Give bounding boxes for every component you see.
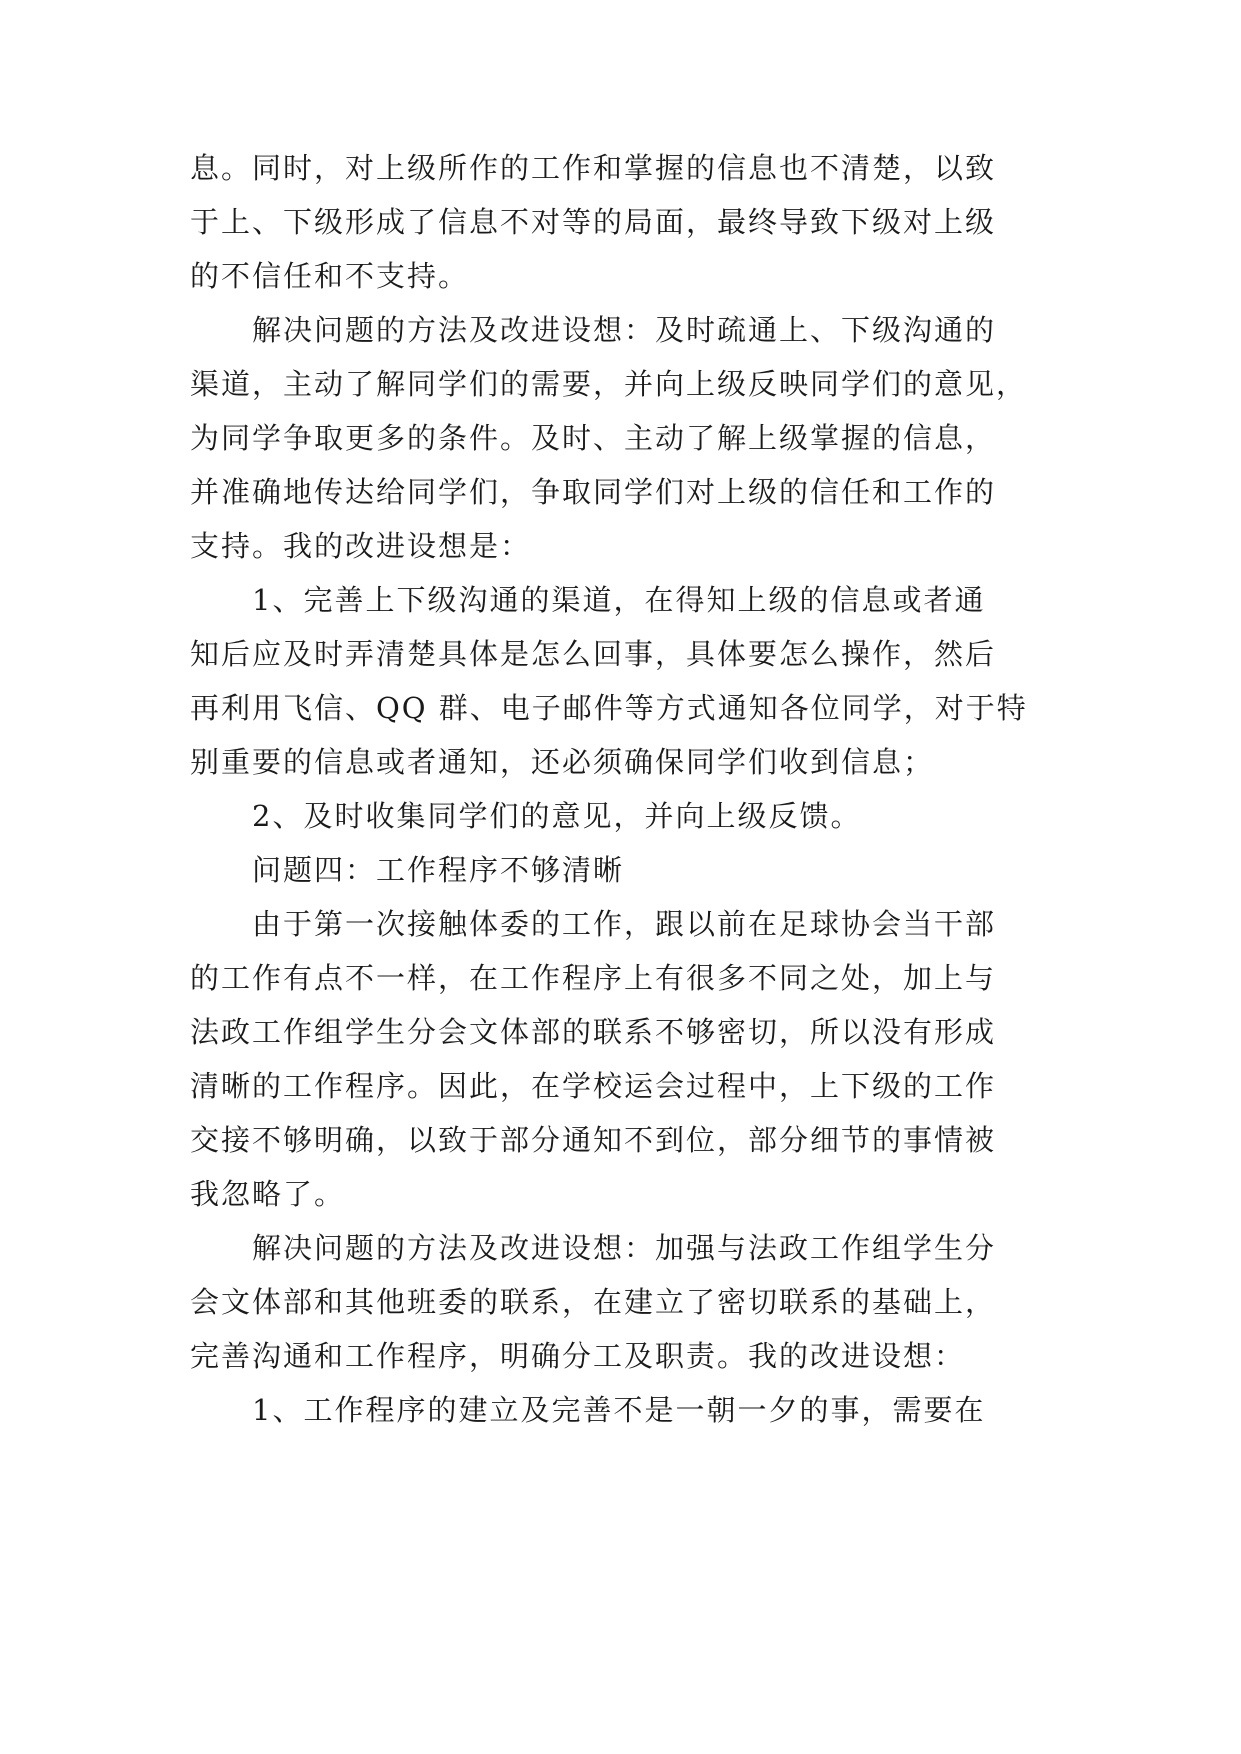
body-text-line: 会文体部和其他班委的联系，在建立了密切联系的基础上，: [190, 1285, 997, 1319]
body-text-line: 于上、下级形成了信息不对等的局面，最终导致下级对上级: [190, 205, 997, 239]
list-item-line: 2、及时收集同学们的意见，并向上级反馈。: [252, 799, 862, 833]
body-text-line: 完善沟通和工作程序，明确分工及职责。我的改进设想：: [190, 1339, 966, 1373]
paragraph-start-line: 解决问题的方法及改进设想：加强与法政工作组学生分: [252, 1231, 997, 1265]
body-text-line: 渠道，主动了解同学们的需要，并向上级反映同学们的意见，: [190, 367, 1028, 401]
body-text-line: 再利用飞信、QQ 群、电子邮件等方式通知各位同学，对于特: [190, 691, 1028, 725]
body-text-line: 清晰的工作程序。因此，在学校运会过程中，上下级的工作: [190, 1069, 997, 1103]
body-text-line: 为同学争取更多的条件。及时、主动了解上级掌握的信息，: [190, 421, 997, 455]
body-text-line: 我忽略了。: [190, 1177, 346, 1211]
body-text-line: 的工作有点不一样，在工作程序上有很多不同之处，加上与: [190, 961, 997, 995]
body-text-line: 知后应及时弄清楚具体是怎么回事，具体要怎么操作，然后: [190, 637, 997, 671]
body-text-line: 法政工作组学生分会文体部的联系不够密切，所以没有形成: [190, 1015, 997, 1049]
body-text-line: 别重要的信息或者通知，还必须确保同学们收到信息；: [190, 745, 935, 779]
section-heading: 问题四：工作程序不够清晰: [252, 853, 625, 887]
list-item-line: 1、工作程序的建立及完善不是一朝一夕的事，需要在: [252, 1393, 986, 1427]
body-text-line: 支持。我的改进设想是：: [190, 529, 532, 563]
paragraph-start-line: 解决问题的方法及改进设想：及时疏通上、下级沟通的: [252, 313, 997, 347]
body-text-line: 并准确地传达给同学们，争取同学们对上级的信任和工作的: [190, 475, 997, 509]
paragraph-start-line: 由于第一次接触体委的工作，跟以前在足球协会当干部: [252, 907, 997, 941]
body-text-line: 的不信任和不支持。: [190, 259, 470, 293]
list-item-line: 1、完善上下级沟通的渠道，在得知上级的信息或者通: [252, 583, 986, 617]
body-text-line: 息。同时，对上级所作的工作和掌握的信息也不清楚，以致: [190, 151, 997, 185]
body-text-line: 交接不够明确，以致于部分通知不到位，部分细节的事情被: [190, 1123, 997, 1157]
